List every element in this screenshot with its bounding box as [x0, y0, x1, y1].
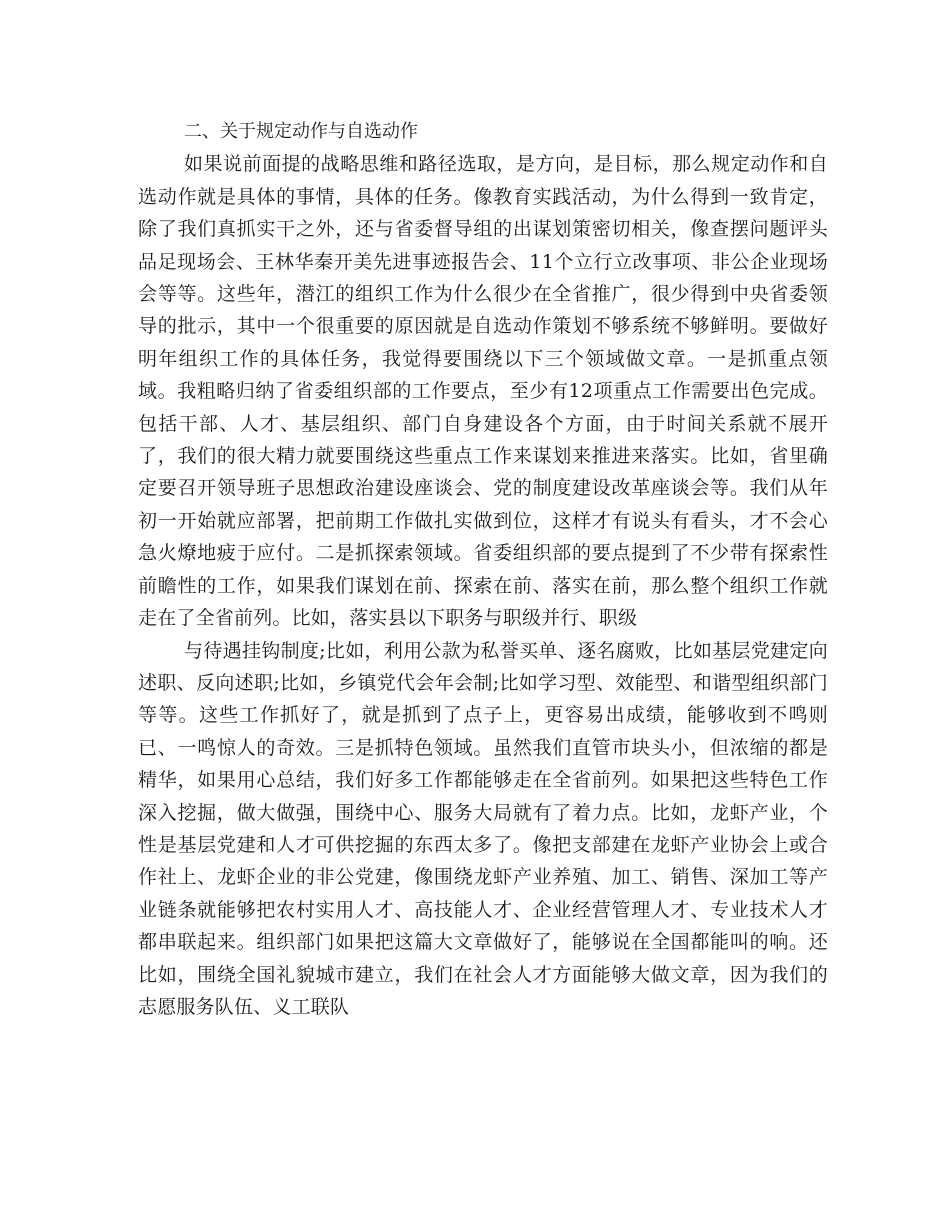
body-paragraph: 如果说前面提的战略思维和路径选取，是方向，是目标，那么规定动作和自选动作就是具体的事情，具体的任务。像教育实践活动，为什么得到一致肯定，除了我们真抓实干之外，还与省委督导组的出谋划策密切相关，像查摆问题评头品足现场会、王林华秦开美先进事迹报告会、11个立行立改事项、非公企业现场会等等。这些年，潜江的组织工作为什么很少在全省推广，很少得到中央省委领导的批示，其中一个很重要的原因就是自选动作策划不够系统不够鲜明。要做好明年组织工作的具体任务，我觉得要围绕以下三个领域做文章。一是抓重点领域。我粗略归纳了省委组织部的工作要点，至少有12项重点工作需要出色完成。包括干部、人才、基层组织、部门自身建设各个方面，由于时间关系就不展开了，我们的很大精力就要围绕这些重点工作来谋划来推进来落实。比如，省里确定要召开领导班子思想政治建设座谈会、党的制度建设改革座谈会等。我们从年初一开始就应部署，把前期工作做扎实做到位，这样才有说头有看头，才不会心急火燎地疲于应付。二是抓探索领域。省委组织部的要点提到了不少带有探索性前瞻性的工作，如果我们谋划在前、探索在前、落实在前，那么整个组织工作就走在了全省前列。比如，落实县以下职务与职级并行、职级	[138, 153, 828, 630]
document-body	[138, 116, 828, 1023]
section-heading: 二、关于规定动作与自选动作	[184, 121, 418, 142]
body-paragraph: 与待遇挂钩制度;比如，利用公款为私誉买单、逐名腐败，比如基层党建定向述职、反向述职;比如，乡镇党代会年会制;比如学习型、效能型、和谐型组织部门等等。这些工作抓好了，就是抓到了点子上，更容易出成绩，能够收到不鸣则已、一鸣惊人的奇效。三是抓特色领域。虽然我们直管市块头小，但浓缩的都是精华，如果用心总结，我们好多工作都能够走在全省前列。如果把这些特色工作深入挖掘，做大做强，围绕中心、服务大局就有了着力点。比如，龙虾产业，个性是基层党建和人才可供挖掘的东西太多了。像把支部建在龙虾产业协会上或合作社上、龙虾企业的非公党建，像围绕龙虾产业养殖、加工、销售、深加工等产业链条就能够把农村实用人才、高技能人才、企业经营管理人才、专业技术人才都串联起来。组织部门如果把这篇大文章做好了，能够说在全国都能叫的响。还比如，围绕全国礼貌城市建立，我们在社会人才方面能够大做文章，因为我们的志愿服务队伍、义工联队	[138, 639, 828, 1018]
